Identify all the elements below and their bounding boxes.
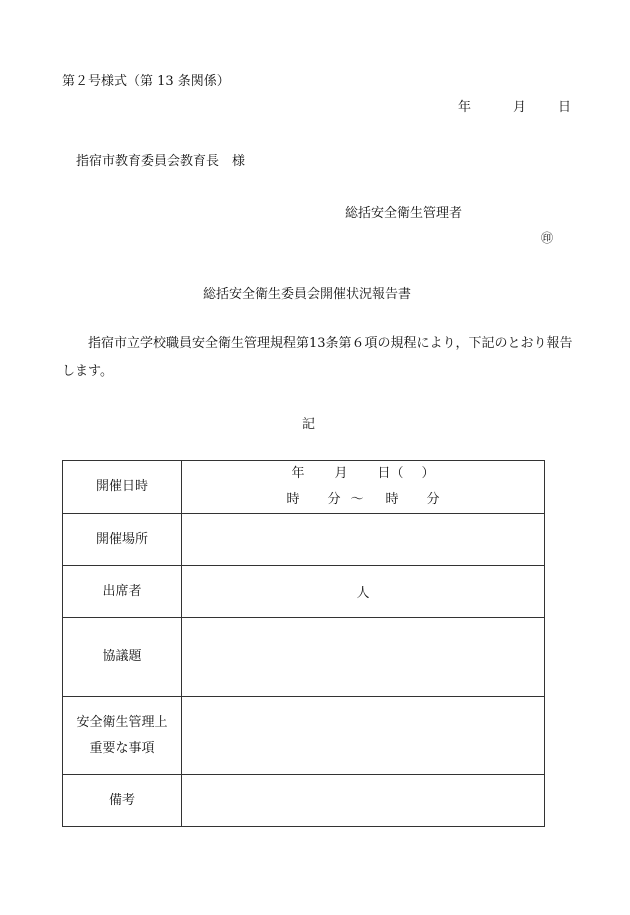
datetime-time-line: 時 分 ～ 時 分 <box>286 492 440 507</box>
table-row <box>63 697 545 775</box>
table-row <box>63 461 545 514</box>
document-title: 総括安全衛生委員会開催状況報告書 <box>203 287 412 302</box>
label-datetime: 開催日時 <box>63 461 182 514</box>
date-year: 年 <box>458 100 472 115</box>
date-month: 月 <box>513 100 527 115</box>
seal-mark: ㊞ <box>541 231 554 245</box>
table-row <box>63 775 545 827</box>
ki-heading: 記 <box>302 417 316 432</box>
label-agenda: 協議題 <box>63 618 182 697</box>
table-row <box>63 514 545 566</box>
value-location[interactable] <box>182 514 545 566</box>
label-location: 開催場所 <box>63 514 182 566</box>
value-remarks[interactable] <box>182 775 545 827</box>
value-agenda[interactable] <box>182 618 545 697</box>
recipient: 指宿市教育委員会教育長 様 <box>76 154 246 169</box>
form-number-label: 第２号様式（第 13 条関係） <box>62 74 230 89</box>
label-remarks: 備考 <box>63 775 182 827</box>
table-row <box>63 566 545 618</box>
datetime-date-line: 年 月 日（ ） <box>291 466 435 481</box>
sender-title: 総括安全衛生管理者 <box>345 206 463 221</box>
report-table <box>62 460 545 827</box>
table-row <box>63 618 545 697</box>
date-day: 日 <box>558 100 572 115</box>
label-attendees: 出席者 <box>63 566 182 618</box>
report-date <box>458 96 571 115</box>
value-datetime[interactable] <box>182 461 545 514</box>
value-attendees[interactable]: 人 <box>182 566 545 618</box>
label-important-matters: 安全衛生管理上 重要な事項 <box>63 697 182 775</box>
value-important-matters[interactable] <box>182 697 545 775</box>
body-paragraph: 指宿市立学校職員安全衛生管理規程第13条第６項の規程により，下記のとおり報告します。 <box>62 336 573 379</box>
